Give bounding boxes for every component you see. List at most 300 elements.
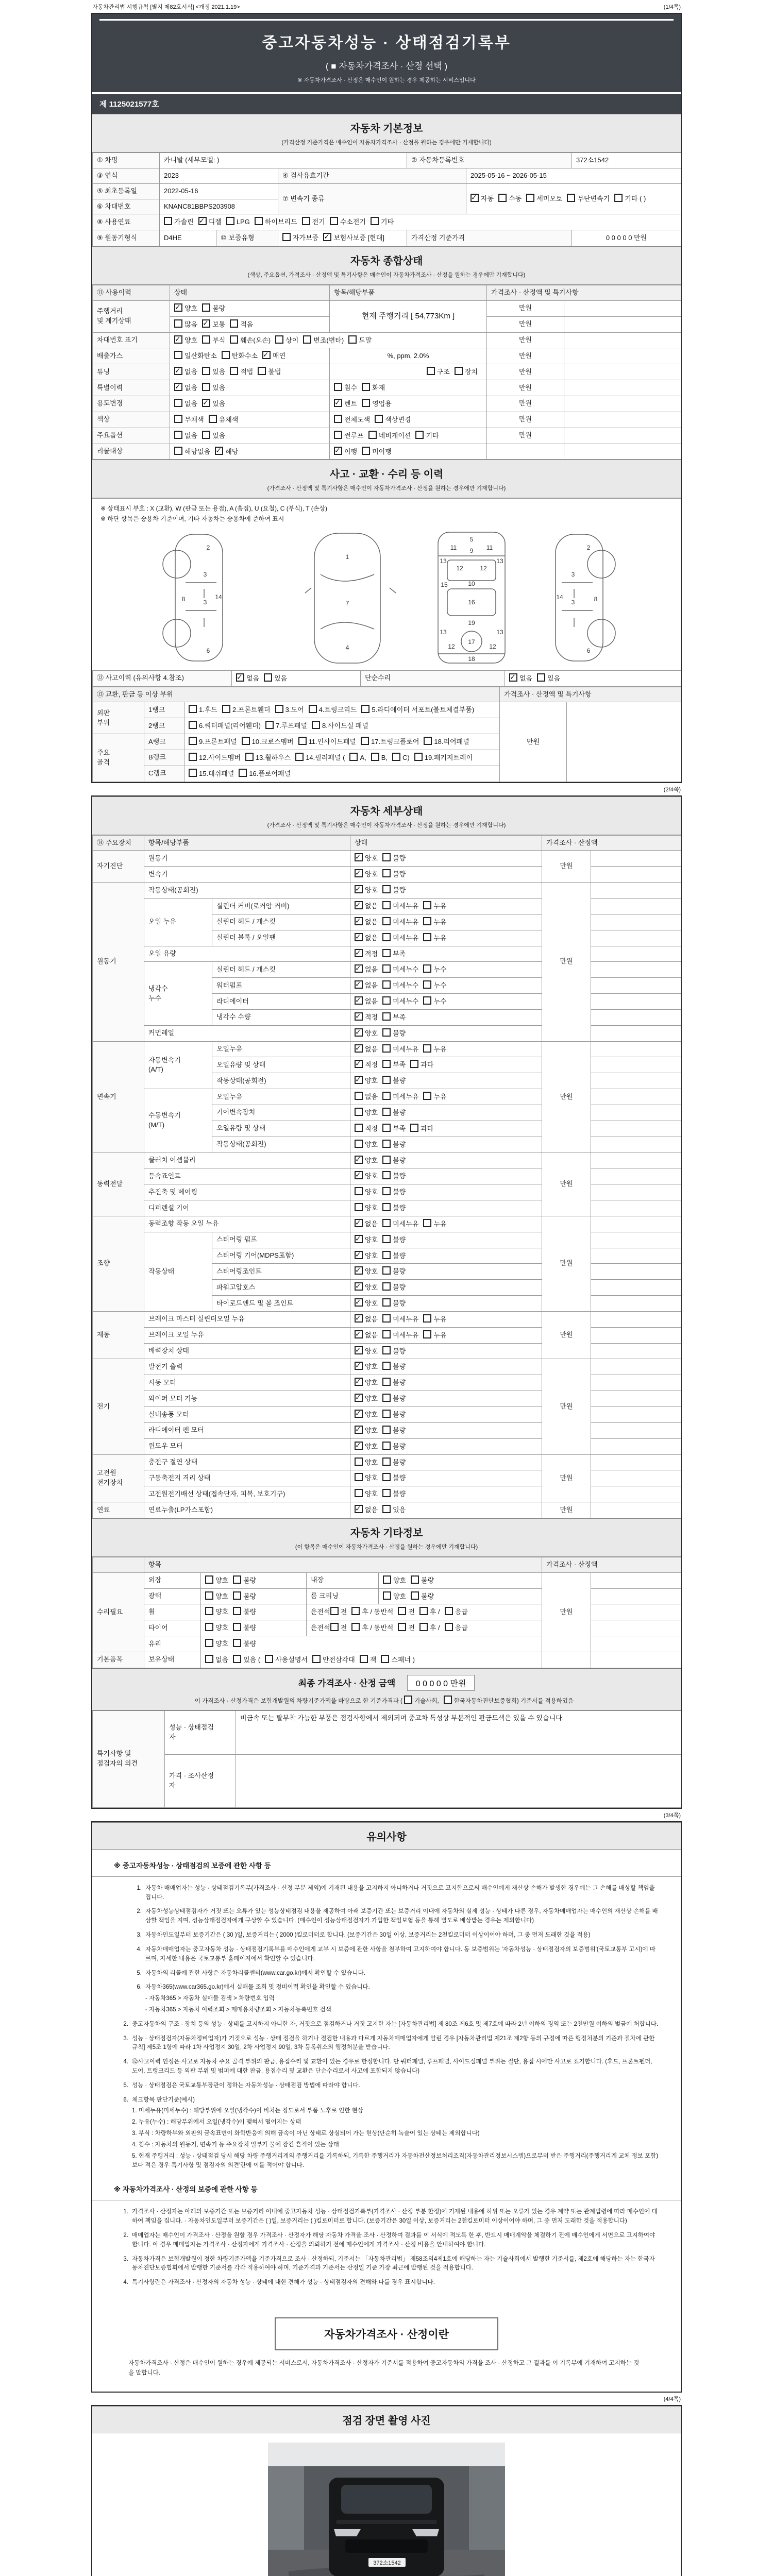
notice-item-text: 자동차365(www.car365.go.kr)에서 실매물 조회 및 정비이력 확인을 확인할 수 있습니다. - 자동차365 > 자동차 실매물 검색 > 차량번호 입력 - 자동차365 > 자동차 이력조회 > 매매용차량조회 > 자동차등록번호 검색: [145, 1983, 370, 2014]
price-cell: 만원: [542, 1359, 591, 1454]
row-label: 단순수리: [361, 670, 505, 686]
svg-text:4: 4: [345, 643, 349, 651]
checkbox[interactable]: [205, 1591, 213, 1600]
field-value: ✓ 양호불량: [350, 1153, 542, 1168]
svg-text:11: 11: [486, 544, 493, 551]
empty-cell: [591, 930, 681, 946]
checkbox[interactable]: [423, 901, 431, 909]
checkbox[interactable]: [355, 1489, 363, 1497]
checkbox[interactable]: [312, 721, 320, 729]
checkbox[interactable]: [371, 753, 379, 761]
checkbox[interactable]: [382, 1266, 391, 1275]
row-label: 주요옵션: [93, 428, 170, 444]
empty-cell: [591, 1168, 681, 1184]
checkbox[interactable]: [362, 383, 370, 391]
field-value: ✓ 없음미세누유누유: [350, 1327, 542, 1343]
checkbox[interactable]: [526, 194, 534, 202]
checkbox[interactable]: [202, 383, 210, 391]
notice-item-text: 자동차의 리콜에 관한 사항은 자동차리콜센터(www.car.go.kr)에서 확인할 수 있습니다.: [145, 1970, 365, 1976]
checkbox[interactable]: [509, 673, 517, 682]
price-cell: 만원: [487, 348, 564, 364]
checkbox[interactable]: [355, 1378, 363, 1386]
checkbox[interactable]: [382, 1298, 391, 1307]
empty-cell: [591, 1105, 681, 1121]
empty-cell: [591, 1636, 681, 1652]
checkbox[interactable]: [355, 853, 363, 861]
checkbox[interactable]: [398, 1623, 406, 1631]
checkbox[interactable]: [410, 1124, 418, 1132]
field-value: 작동상태(공회전): [144, 883, 350, 899]
checkbox[interactable]: [355, 1203, 363, 1211]
checkbox[interactable]: [323, 233, 331, 241]
checkbox[interactable]: [334, 447, 342, 455]
notice-item: [118, 2208, 659, 2226]
checkbox[interactable]: [202, 399, 210, 407]
checkbox[interactable]: [392, 753, 400, 761]
checkbox[interactable]: [298, 737, 307, 745]
field-value: 오일유량 및 상태: [212, 1121, 350, 1137]
checkbox[interactable]: [382, 1330, 391, 1338]
checkbox[interactable]: [414, 753, 423, 761]
basic-info-table: [92, 152, 681, 246]
checkbox[interactable]: [198, 217, 207, 225]
checkbox[interactable]: [382, 1410, 391, 1418]
field-value: 2023: [160, 168, 278, 183]
checkbox[interactable]: [222, 351, 230, 359]
checkbox[interactable]: [275, 335, 283, 344]
checkbox[interactable]: [295, 753, 304, 761]
empty-cell: [564, 444, 681, 460]
checkbox[interactable]: [233, 1575, 241, 1584]
checkbox[interactable]: [303, 335, 311, 344]
checkbox[interactable]: [236, 673, 244, 682]
checkbox[interactable]: [205, 1639, 213, 1647]
checkbox[interactable]: [382, 1394, 391, 1402]
field-value: 스티어링 기어(MDPS포함): [212, 1248, 350, 1264]
checkbox[interactable]: [382, 1028, 391, 1037]
notice-item: [131, 1983, 659, 2014]
checkbox[interactable]: [334, 415, 342, 423]
checkbox[interactable]: [423, 1219, 431, 1227]
checkbox[interactable]: [233, 1591, 241, 1600]
checkbox[interactable]: [415, 431, 424, 439]
checkbox[interactable]: [309, 705, 317, 713]
checkbox[interactable]: [382, 1187, 391, 1195]
notice-sub-item: 3. 부식 : 차량하부와 외판의 금속표면이 화학반응에 의해 금속이 아닌 상태로 상실되어 가는 현상(단순히 녹슬어 있는 상태는 제외합니다): [132, 2130, 480, 2137]
checkbox[interactable]: [355, 1346, 363, 1354]
checkbox[interactable]: [330, 1607, 339, 1615]
checkbox[interactable]: [355, 885, 363, 893]
checkbox[interactable]: [382, 1314, 391, 1323]
empty-cell: [591, 1486, 681, 1502]
checkbox[interactable]: [355, 1426, 363, 1434]
checkbox[interactable]: [423, 980, 431, 989]
field-value: 작동상태(공회전): [212, 1073, 350, 1089]
checkbox[interactable]: [382, 901, 391, 909]
checkbox[interactable]: [423, 1092, 431, 1100]
checkbox[interactable]: [233, 1607, 241, 1615]
price-cell: 만원: [542, 1216, 591, 1311]
checkbox[interactable]: [423, 917, 431, 925]
checkbox[interactable]: [230, 319, 238, 328]
checkbox[interactable]: [382, 1489, 391, 1497]
checkbox[interactable]: [355, 1394, 363, 1402]
checkbox[interactable]: [174, 335, 182, 344]
empty-cell: [564, 332, 681, 348]
price-cell: 만원: [542, 883, 591, 1041]
field-value: 변속기: [144, 867, 350, 883]
checkbox[interactable]: [382, 1505, 391, 1513]
field-value: 양호불량: [201, 1620, 307, 1636]
checkbox[interactable]: [189, 737, 197, 745]
checkbox[interactable]: [382, 1044, 391, 1053]
checkbox[interactable]: [382, 917, 391, 925]
checkbox[interactable]: [202, 431, 210, 439]
checkbox[interactable]: [382, 853, 391, 861]
checkbox[interactable]: [355, 1251, 363, 1259]
checkbox[interactable]: [382, 1124, 391, 1132]
checkbox[interactable]: [226, 217, 234, 225]
section-other-header: [92, 1518, 681, 1557]
document: [91, 0, 682, 2576]
checkbox[interactable]: [382, 964, 391, 973]
checkbox[interactable]: [245, 753, 254, 761]
checkbox[interactable]: [355, 1108, 363, 1116]
checkbox[interactable]: [355, 1028, 363, 1037]
notice-item-text: 자동차매매업자는 중고자동차 성능 · 상태점검기록부를 매수인에게 교부 시 보증에 관한 사항을 첨부하여 고지하여야 합니다. 동 보증범위는 '자동차성능 · 상태점검자의 보증범위'(국토교통부 고시)에 따르며, 자세한 내용은 국토교통부 홈페이지에서 확인할 수 있습니다.: [145, 1946, 656, 1962]
checkbox[interactable]: [383, 1591, 391, 1600]
field-value: 발전기 출력: [144, 1359, 350, 1375]
checkbox[interactable]: [382, 949, 391, 957]
checkbox[interactable]: [375, 415, 383, 423]
checkbox[interactable]: [265, 1655, 273, 1663]
checkbox[interactable]: [419, 1623, 428, 1631]
checkbox[interactable]: [382, 885, 391, 893]
checkbox[interactable]: [423, 1314, 431, 1323]
checkbox[interactable]: [275, 705, 283, 713]
checkbox[interactable]: [202, 319, 210, 328]
field-value: ✓ 적정부족: [350, 946, 542, 962]
checkbox[interactable]: [360, 1655, 368, 1663]
empty-cell: [591, 1089, 681, 1105]
checkbox[interactable]: [423, 1044, 431, 1053]
checkbox[interactable]: [302, 217, 310, 225]
checkbox[interactable]: [382, 1060, 391, 1068]
checkbox[interactable]: [355, 1442, 363, 1450]
checkbox[interactable]: [174, 383, 182, 391]
checkbox[interactable]: [355, 1171, 363, 1179]
field-value: 유리: [144, 1636, 201, 1652]
document-subtitle: ( ■ 자동차가격조사 · 산정 선택 ): [325, 61, 448, 71]
checkbox[interactable]: [174, 415, 182, 423]
checkbox[interactable]: [382, 1076, 391, 1084]
checkbox[interactable]: [355, 1235, 363, 1243]
checkbox[interactable]: [334, 383, 342, 391]
checkbox[interactable]: [189, 705, 197, 713]
checkbox[interactable]: [368, 431, 377, 439]
checkbox[interactable]: [382, 1219, 391, 1227]
checkbox[interactable]: [202, 367, 210, 375]
checkbox[interactable]: [239, 769, 247, 777]
svg-text:3: 3: [571, 598, 575, 606]
checkbox[interactable]: [355, 1330, 363, 1338]
checkbox[interactable]: [355, 1060, 363, 1068]
checkbox[interactable]: [355, 1044, 363, 1053]
field-value: 15.대쉬패널16.플로어패널: [184, 766, 500, 782]
field-value: 운전석 전후 / 동반석 전후 /응급: [307, 1620, 542, 1636]
checkbox[interactable]: [174, 319, 182, 328]
checkbox[interactable]: [205, 1623, 213, 1631]
checkbox[interactable]: [498, 194, 507, 202]
checkbox[interactable]: [209, 415, 217, 423]
checkbox[interactable]: [222, 705, 230, 713]
notice-sub-item: 2. 누유(누수) : 해당부위에서 오일(냉각수)이 맺혀서 떨어지는 상태: [132, 2119, 301, 2126]
checkbox[interactable]: [455, 367, 463, 375]
checkbox[interactable]: [355, 1187, 363, 1195]
checkbox[interactable]: [265, 721, 274, 729]
checkbox[interactable]: [614, 194, 623, 202]
section-photos-header: [92, 2406, 681, 2433]
checkbox[interactable]: [382, 869, 391, 877]
row-label: 가격산정 기준가격: [407, 230, 572, 246]
checkbox[interactable]: [355, 869, 363, 877]
field-value: 372소1542: [572, 153, 681, 168]
section-notice-header: [92, 1822, 681, 1850]
checkbox[interactable]: [355, 1282, 363, 1291]
checkbox[interactable]: [382, 1108, 391, 1116]
checkbox[interactable]: [355, 1473, 363, 1481]
checkbox[interactable]: [282, 233, 291, 241]
checkbox[interactable]: [411, 1575, 419, 1584]
checkbox[interactable]: [423, 964, 431, 973]
checkbox[interactable]: [382, 1251, 391, 1259]
row-label: 튜닝: [93, 364, 170, 380]
field-value: ✓ 없음미세누유누유: [350, 1216, 542, 1232]
checkbox[interactable]: [362, 447, 370, 455]
checkbox[interactable]: [233, 1639, 241, 1647]
field-value: ✓ 양호불량: [350, 1359, 542, 1375]
checkbox[interactable]: [355, 1314, 363, 1323]
checkbox[interactable]: [423, 996, 431, 1005]
checkbox[interactable]: [371, 217, 379, 225]
field-value: ✓ 없음있음적법불법: [170, 364, 330, 380]
notice-item-text: 성능 · 상태점검자(자동차정비업자)가 거짓으로 성능 · 상태 점검을 하거나 점검한 내용과 다르게 자동차매매업자에게 알린 경우 [자동차관리법 제21조 제2항 등의 규정에 따른 행정처분의 기준과 절차에 관한 규칙] 제5조 1항에 따라 1차 사업정지 30일, 2차 사업정지 90일, 3차 등록취소의 행정처분을 받습니다.: [132, 2035, 655, 2051]
checkbox[interactable]: [382, 933, 391, 941]
checkbox[interactable]: [382, 1140, 391, 1148]
checkbox[interactable]: [355, 1219, 363, 1227]
checkbox[interactable]: [427, 367, 435, 375]
checkbox[interactable]: [382, 1203, 391, 1211]
checkbox[interactable]: [174, 447, 182, 455]
checkbox[interactable]: [233, 1655, 241, 1663]
checkbox[interactable]: [382, 1473, 391, 1481]
checkbox[interactable]: [189, 721, 197, 729]
checkbox[interactable]: [567, 194, 575, 202]
overall-state-table: [92, 285, 681, 460]
checkbox[interactable]: [470, 194, 479, 202]
section-title: 자동차 세부상태: [350, 805, 423, 817]
checkbox[interactable]: [382, 1012, 391, 1021]
checkbox[interactable]: [411, 1591, 419, 1600]
field-value: 무채색유채색: [170, 412, 330, 428]
empty-cell: [591, 1604, 681, 1620]
checkbox[interactable]: [355, 980, 363, 989]
empty-cell: [591, 1153, 681, 1168]
checkbox[interactable]: [255, 217, 263, 225]
checkbox[interactable]: [382, 1156, 391, 1164]
checkbox[interactable]: [355, 949, 363, 957]
checkbox[interactable]: [174, 431, 182, 439]
checkbox[interactable]: [382, 1171, 391, 1179]
checkbox[interactable]: [334, 431, 342, 439]
field-value: 양호불량: [379, 1588, 542, 1604]
checkbox[interactable]: [355, 1140, 363, 1148]
checkbox[interactable]: [242, 737, 250, 745]
checkbox[interactable]: [205, 1575, 213, 1584]
checkbox[interactable]: [361, 705, 369, 713]
checkbox[interactable]: [362, 399, 370, 407]
checkbox[interactable]: [444, 1696, 452, 1704]
checkbox[interactable]: [355, 1410, 363, 1418]
checkbox[interactable]: [174, 367, 182, 375]
field-value: 고전원전기배선 상태(접속단자, 피복, 보호기구): [144, 1486, 350, 1502]
checkbox[interactable]: [382, 996, 391, 1005]
checkbox[interactable]: [382, 1442, 391, 1450]
page-2: [91, 795, 682, 1809]
checkbox[interactable]: [355, 1012, 363, 1021]
field-value: ✓ 없음미세누수누수: [350, 962, 542, 978]
checkbox[interactable]: [381, 1655, 389, 1663]
notice-sub-item: 5. 현재 주행거리 : 성능 · 상태점검 당시 해당 차량 주행거리계의 주행거리를 기록하되, 기록한 주행거리가 자동차전산정보처리조직(자동차관리정보시스템)으로부터 받은 주행거리(주행거리계 교체 정보 포함)보다 적은 경우 특기사항 및 점검자의 의견'란에 이를 적어야 합니다.: [132, 2153, 659, 2168]
section-title: 유의사항: [366, 1831, 407, 1843]
row-label: ⑩ 보증유형: [216, 230, 278, 246]
row-label: 조향: [93, 1216, 144, 1311]
checkbox[interactable]: [355, 1076, 363, 1084]
checkbox[interactable]: [355, 964, 363, 973]
column-header: 가격조사 · 산정액 및 특기사항: [500, 687, 681, 702]
checkbox[interactable]: [230, 367, 238, 375]
checkbox[interactable]: [423, 933, 431, 941]
checkbox[interactable]: [330, 217, 338, 225]
checkbox[interactable]: [355, 901, 363, 909]
checkbox[interactable]: [355, 1298, 363, 1307]
checkbox[interactable]: [351, 1607, 360, 1615]
field-value: ✓ 양호불량: [350, 1407, 542, 1423]
field-value: 충전구 절연 상태: [144, 1454, 350, 1470]
empty-cell: [591, 1652, 681, 1668]
checkbox[interactable]: [355, 933, 363, 941]
checkbox[interactable]: [537, 673, 545, 682]
checkbox[interactable]: [383, 1575, 391, 1584]
final-price-band: [92, 1668, 681, 1710]
field-value: ✓ 양호불량: [350, 1296, 542, 1312]
checkbox[interactable]: [230, 335, 238, 344]
field-value: ✓ 양호불량: [350, 1232, 542, 1248]
checkbox[interactable]: [348, 335, 357, 344]
checkbox[interactable]: [355, 1156, 363, 1164]
checkbox[interactable]: [174, 351, 182, 359]
checkbox[interactable]: [202, 335, 210, 344]
checkbox[interactable]: [382, 1362, 391, 1370]
price-cell: [487, 444, 564, 460]
checkbox[interactable]: [398, 1607, 406, 1615]
checkbox[interactable]: [445, 1623, 453, 1631]
checkbox[interactable]: [351, 1623, 360, 1631]
checkbox[interactable]: [382, 1235, 391, 1243]
checkbox[interactable]: [355, 1505, 363, 1513]
photo-front-view: [268, 2443, 505, 2576]
checkbox[interactable]: [355, 1362, 363, 1370]
checkbox[interactable]: [174, 399, 182, 407]
checkbox[interactable]: [423, 1330, 431, 1338]
svg-text:12: 12: [489, 642, 496, 650]
checkbox[interactable]: [355, 1458, 363, 1466]
checkbox[interactable]: [355, 996, 363, 1005]
empty-cell: [591, 1470, 681, 1486]
checkbox[interactable]: [445, 1607, 453, 1615]
column-header: ⑬ 교환, 판금 등 이상 부위: [93, 687, 500, 702]
checkbox[interactable]: [264, 673, 272, 682]
checkbox[interactable]: [205, 1655, 213, 1663]
checkbox[interactable]: [189, 769, 197, 777]
checkbox[interactable]: [382, 1426, 391, 1434]
row-label: 자기진단: [93, 851, 144, 883]
checkbox[interactable]: [424, 737, 432, 745]
notice-item: [131, 1907, 659, 1926]
row-label: 전기: [93, 1359, 144, 1454]
checkbox[interactable]: [382, 980, 391, 989]
checkbox[interactable]: [355, 917, 363, 925]
price-cell: 만원: [500, 702, 567, 782]
checkbox[interactable]: [382, 1458, 391, 1466]
checkbox[interactable]: [205, 1607, 213, 1615]
checkbox[interactable]: [355, 1092, 363, 1100]
checkbox[interactable]: [189, 753, 197, 761]
checkbox[interactable]: [215, 447, 223, 455]
checkbox[interactable]: [419, 1607, 428, 1615]
row-label: ③ 연식: [93, 168, 160, 183]
notice-item: [131, 1931, 659, 1940]
checkbox[interactable]: [262, 351, 271, 359]
checkbox[interactable]: [382, 1282, 391, 1291]
checkbox[interactable]: [410, 1060, 418, 1068]
checkbox[interactable]: [164, 217, 172, 225]
checkbox[interactable]: [361, 737, 369, 745]
checkbox[interactable]: [355, 1266, 363, 1275]
checkbox[interactable]: [233, 1623, 241, 1631]
checkbox[interactable]: [355, 1124, 363, 1132]
row-label: ⑨ 원동기형식: [93, 230, 160, 246]
checkbox[interactable]: [202, 303, 210, 312]
final-price-amount: 0 0 0 0 0 만원: [407, 1675, 475, 1691]
empty-cell: [564, 380, 681, 396]
checkbox[interactable]: [382, 1092, 391, 1100]
checkbox[interactable]: [334, 399, 342, 407]
field-value: 브레이크 오일 누유: [144, 1327, 350, 1343]
checkbox[interactable]: [382, 1378, 391, 1386]
checkbox[interactable]: [349, 753, 358, 761]
field-value: 브레이크 마스터 실린더오일 누유: [144, 1311, 350, 1327]
checkbox[interactable]: [330, 1623, 339, 1631]
section-subtitle: (가격조사 · 산정액 및 특기사항은 매수인이 자동차가격조사 · 산정을 원하는 경우에만 기재합니다): [267, 485, 506, 492]
checkbox[interactable]: [404, 1696, 412, 1704]
checkbox[interactable]: [174, 303, 182, 312]
checkbox[interactable]: [382, 1346, 391, 1354]
notice-item-number: 3.: [123, 2035, 128, 2042]
empty-cell: [591, 1343, 681, 1359]
checkbox[interactable]: [258, 367, 266, 375]
checkbox[interactable]: [312, 1655, 321, 1663]
